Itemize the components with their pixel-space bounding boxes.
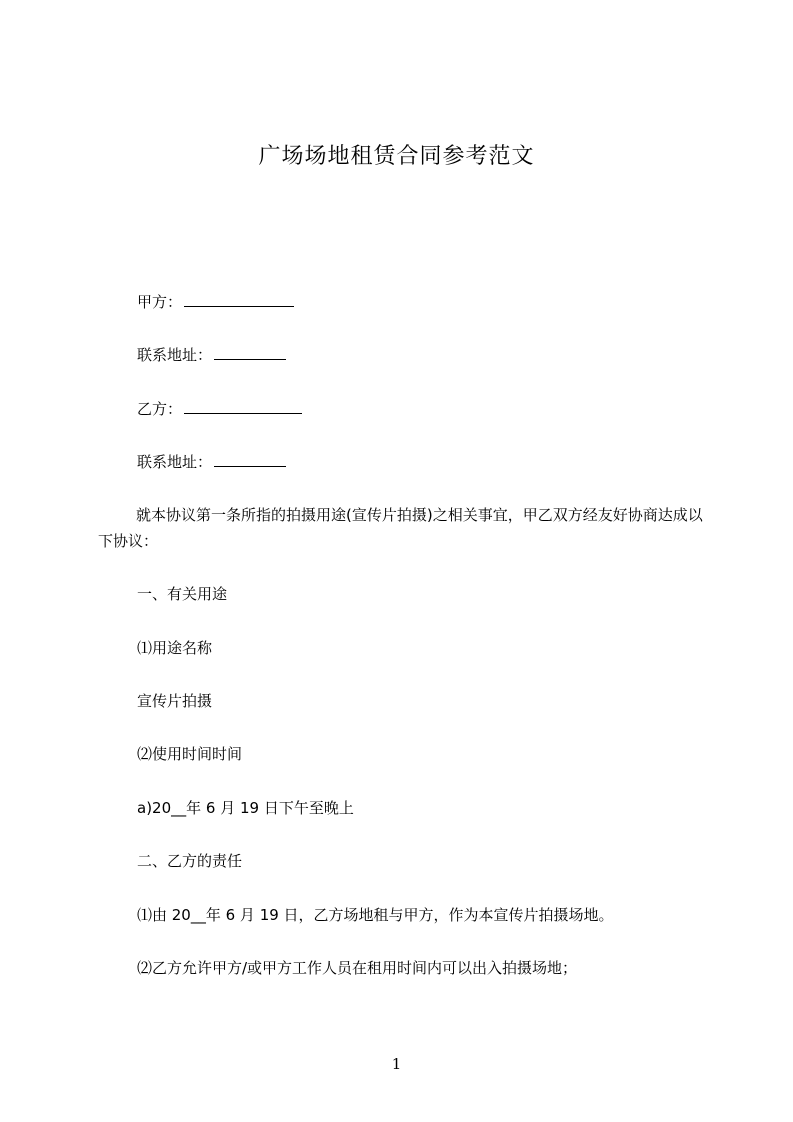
page-number: 1 [391,1055,402,1073]
address-label-2: 联系地址： [137,453,213,471]
section-1-heading: 一、有关用途 [137,585,228,603]
address-label-1: 联系地址： [137,346,213,364]
document-title: 广场场地租赁合同参考范文 [258,144,535,169]
address-line-1 [137,345,286,365]
address-blank-1 [214,345,286,360]
address-line-2 [137,452,286,472]
intro-paragraph: 就本协议第一条所指的拍摄用途(宣传片拍摄)之相关事宜，甲乙双方经友好协商达成以下协议： [98,506,703,550]
item-1-2-value: a)20__年 6 月 19 日下午至晚上 [137,799,354,817]
address-blank-2 [214,452,286,467]
party-b-blank [184,399,302,414]
party-b-line [137,399,302,419]
party-a-line [137,292,294,312]
item-1-1: ⑴用途名称 [137,639,213,657]
item-1-1-value: 宣传片拍摄 [137,692,213,710]
section-2-heading: 二、乙方的责任 [137,852,243,870]
item-2-1: ⑴由 20__年 6 月 19 日，乙方场地租与甲方，作为本宣传片拍摄场地。 [137,906,614,924]
party-b-label: 乙方： [137,400,183,418]
party-a-label: 甲方： [137,293,183,311]
item-2-2: ⑵乙方允许甲方/或甲方工作人员在租用时间内可以出入拍摄场地； [137,959,578,977]
party-a-blank [184,292,294,307]
item-1-2: ⑵使用时间时间 [137,745,243,763]
